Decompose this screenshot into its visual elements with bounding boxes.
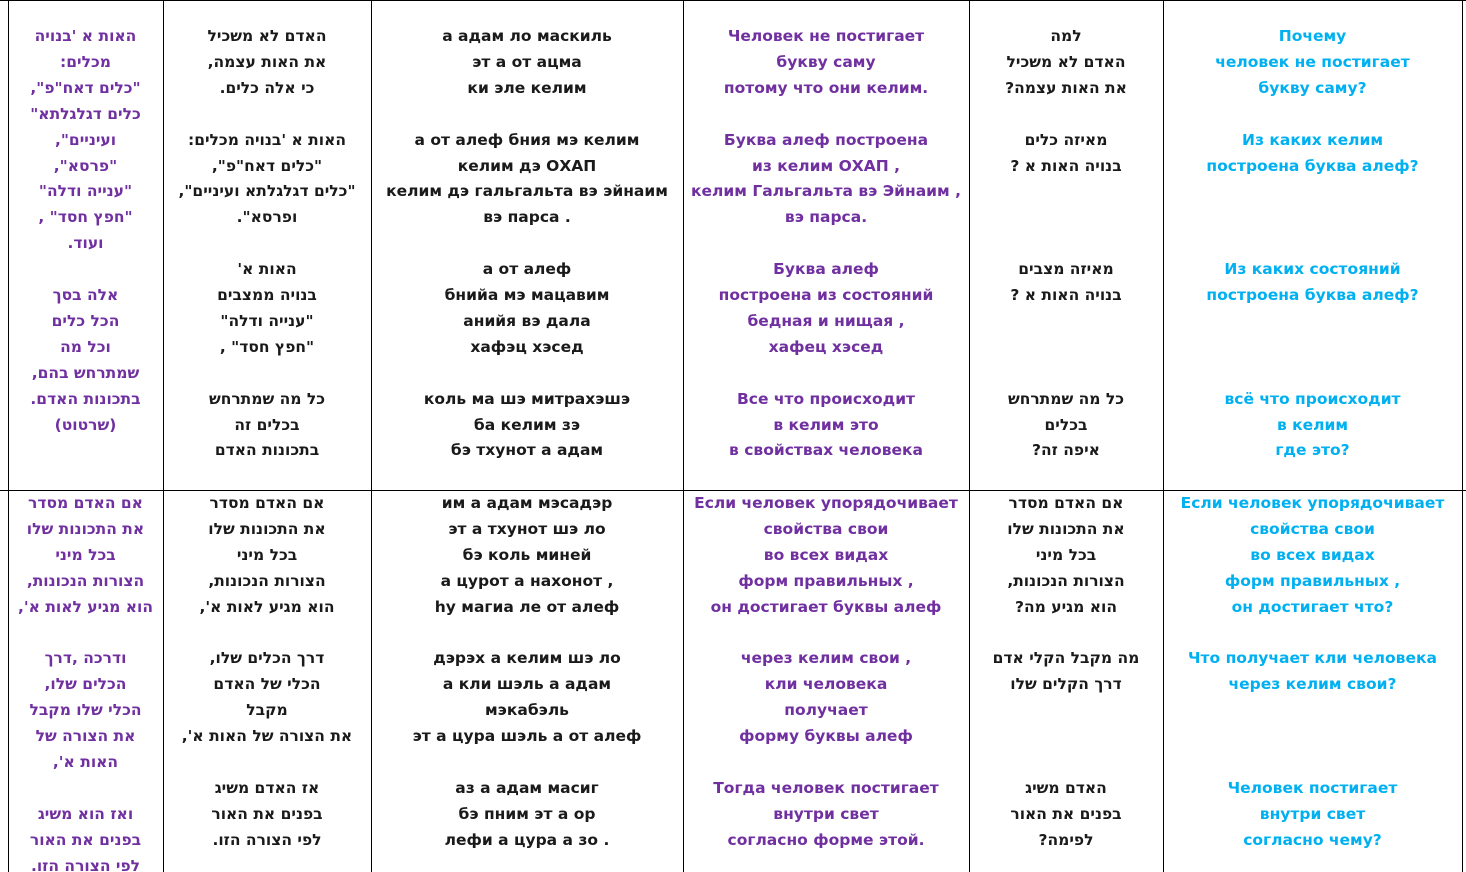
cell-text-line: בפנים את האור [211,804,323,823]
cell-text-line: בנויה האות א ? [1010,286,1122,304]
cell-text-line: אז האדם משיג [214,778,320,797]
cell-text-line [969,360,1163,386]
cell-text-line: Если человек упорядочивает [694,494,958,512]
cell-text-line: Почему [1278,27,1347,45]
cell-text-line: הוא מגיע מה? [1015,597,1117,616]
cell-text-line [371,749,683,775]
cell-text-line: אם האדם מסדר [28,494,143,512]
cell-text-line: בתכונות האדם [214,441,320,460]
cell-text-line: מה מקבל הקלי אדם [992,649,1140,668]
cell-text-line: Из каких келим [1241,130,1384,149]
cell-text-line [1163,178,1462,204]
cell-text-line: форм правильных , [738,571,914,590]
cell-text-line [683,230,969,256]
cell-text-line: букву саму? [1258,78,1367,97]
cell-text-line: эт а цура шэль а от алеф [412,727,642,746]
cell-text-line [163,230,371,256]
cell-text-line: לפי הצורה הזו. [212,830,322,849]
cell-text-line: построена из состояний [718,286,934,304]
cell-text-line: Буква алеф [773,260,879,279]
cell-text-line: לפי הצורה הזו. [30,856,141,872]
cell-text-line: кли человека [764,675,888,694]
cell-text-line: через келим свои? [1228,675,1397,694]
cell-text-line: הוא מגיע לאות א', [18,597,153,616]
cell-text-line: מקבל [246,701,288,720]
cell-text-line [969,749,1163,775]
cell-text-line: эт а от ацма [472,52,582,71]
table-cell-col-russian-question [1163,490,1462,872]
cell-text-line [683,749,969,775]
cell-text-line: בכלים [1044,415,1088,434]
cell-text-line: в келим это [773,415,879,434]
cell-text-line: келим дэ ОХАП [457,156,597,175]
cell-text-line: Из каких состояний [1224,260,1401,279]
cell-text-line: כל מה שמתרחש [208,389,326,408]
cell-text-line [163,101,371,127]
cell-text-line: בכלים זה [234,415,300,434]
cell-text-line: дэрэх а келим шэ ло [433,649,621,668]
cell-text-line: דרך הכלים שלו, [209,649,325,668]
cell-text-line: где это? [1275,441,1350,460]
cell-text-line: ופרסא". [236,208,298,227]
cell-text-line: из келим ОХАП , [752,156,900,175]
cell-text-line: внутри свет [773,804,879,823]
cell-text-line: во всех видах [763,545,889,564]
cell-text-line: "פרסא", [53,156,118,175]
cell-text-line: את התכונות שלו [208,519,326,538]
cell-text-line: он достигает буквы алеф [710,597,942,616]
table-cell-col-russian-answer [683,0,969,490]
cell-text-line [371,620,683,646]
cell-text-line [1163,723,1462,749]
cell-text-line: а от алеф бния мэ келим [414,130,640,149]
cell-text-line: потому что они келим. [723,78,929,97]
cell-text-line: האדם משיג [1025,778,1107,797]
cell-text-line: анийя вэ дала [463,311,591,330]
table-cell-col-transliteration [371,490,683,872]
cell-text-line: "חפץ חסד" , [38,208,133,227]
cell-text-line: лефи а цура а зо . [444,830,610,849]
cell-text-line: Человек не постигает [727,27,925,45]
cell-text-line: הצורות הנכונות, [26,571,145,590]
cell-text-line: כי אלה כלים. [219,78,315,97]
cell-text-line: им а адам мэсадэр [441,494,613,512]
cell-text-line: כלים דגלגלתא" [30,104,141,123]
cell-text-line [1163,360,1462,386]
cell-text-line: хафец хэсед [768,337,884,356]
cell-text-line [371,101,683,127]
cell-text-line: בכל מיני [1035,545,1097,564]
cell-text-line: אם האדם מסדר [209,494,325,512]
cell-text-line: אם האדם מסדר [1008,494,1124,512]
cell-text-line: (שרטוט) [54,415,117,434]
cell-text-line: את התכונות שלו [26,519,145,538]
cell-text-line: "כלים דאח"פ", [211,156,323,175]
cell-text-line: ועוד. [67,234,104,253]
cell-text-line: ואז הוא משיג [37,804,134,823]
cell-text-line: построена буква алеф? [1206,156,1419,175]
cell-text-line [683,620,969,646]
cell-text-line: דרך הקלים שלו [1010,675,1122,694]
cell-text-line: вэ парса . [483,208,571,227]
cell-text-line: ועיניים", [54,130,117,149]
cell-text-line: келим Гальгальта вэ Эйнаим , [691,182,961,201]
cell-text-line [371,230,683,256]
cell-text-line: аз а адам масиг [455,778,599,797]
cell-text-line [969,178,1163,204]
cell-text-line: בכל מיני [55,545,116,564]
cell-text-line: "ענייה ודלה" [220,311,314,330]
cell-text-line: ки эле келим [467,78,587,97]
cell-text-line: через келим свои , [740,649,912,668]
cell-text-line: получает [784,701,868,720]
cell-text-line [969,308,1163,334]
cell-text-line: Буква алеф построена [723,130,929,149]
table-cell-col-hebrew-answer [8,0,163,490]
cell-text-line [1163,749,1462,775]
cell-text-line: в келим [1276,415,1349,434]
cell-text-line [969,697,1163,723]
cell-text-line: בנויה האות א ? [1010,156,1122,175]
cell-text-line: свойства свои [763,519,889,538]
cell-text-line: בכל מיני [236,545,298,564]
cell-text-line: הכלים שלו, [44,675,127,694]
cell-text-line: бнийа мэ мацавим [444,286,610,304]
cell-text-line: хафэц хэсед [470,337,584,356]
cell-text-line: Что получает кли человека [1188,649,1437,668]
cell-text-line: מאיזה מצבים [1018,260,1114,279]
cell-text-line: свойства свои [1250,519,1375,538]
cell-text-line: הכל כלים [51,311,120,330]
table-cell-col-transliteration [371,0,683,490]
cell-text-line [8,620,163,646]
cell-text-line: согласно чему? [1243,830,1382,849]
cell-text-line: а от алеф [482,260,572,279]
cell-text-line [371,360,683,386]
cell-text-line: Человек постигает [1227,778,1398,797]
cell-text-line: מכלים: [60,52,111,71]
cell-text-line: כל מה שמתרחש [1007,389,1125,408]
cell-text-line [1163,230,1462,256]
table-cell-col-russian-answer [683,490,969,872]
cell-text-line: "כלים דגלגלתא ועיניים", [178,182,356,201]
cell-text-line: бэ тхунот а адам [450,441,604,460]
cell-text-line: форму буквы алеф [739,727,913,746]
cell-text-line: הצורות הנכונות, [208,571,326,590]
cell-text-line: букву саму [776,52,876,71]
table-cell-col-hebrew-question [969,490,1163,872]
cell-text-line [683,101,969,127]
cell-text-line: согласно форме этой. [727,830,925,849]
table-cell-col-hebrew-question [969,0,1163,490]
cell-text-line: "כלים דאח"פ", [30,78,141,97]
table-cell-col-hebrew-text [163,0,371,490]
cell-text-line: коль ма шэ митрахэшэ [423,389,631,408]
cell-text-line [683,360,969,386]
cell-text-line: мэкабэль [484,701,569,720]
cell-text-line: הכלי שלו מקבל [29,701,142,720]
cell-text-line: האות א' [237,260,297,279]
cell-text-line: למה [1050,27,1082,45]
cell-text-line: "חפץ חסד" , [219,337,315,356]
cell-text-line [163,360,371,386]
cell-text-line [1163,620,1462,646]
cell-text-line: איפה זה? [1032,441,1100,460]
cell-text-line: אלה בסך [52,286,119,304]
cell-text-line: האות א 'בנויה [34,27,137,45]
cell-text-line [8,256,163,282]
cell-text-line [1163,308,1462,334]
cell-text-line [1163,697,1462,723]
cell-text-line: האות א 'בנויה מכלים: [188,130,346,149]
cell-text-line: את האות עצמה, [207,52,327,71]
cell-text-line: בפנים את האור [29,830,142,849]
cell-text-line [969,334,1163,360]
cell-text-line: келим дэ гальгальта вэ эйнаим [386,182,668,201]
cell-text-line: вэ парса. [784,208,868,227]
cell-text-line: האדם לא משכיל [1006,52,1126,71]
cell-text-line: שמתרחש בהם, [31,363,140,382]
cell-text-line: бэ коль миней [462,545,592,564]
table-cell-col-hebrew-answer [8,490,163,872]
cell-text-line: бедная и нищая , [747,311,905,330]
cell-text-line: בתכונות האדם. [30,389,141,408]
cell-text-line [8,775,163,801]
cell-text-line: Тогда человек постигает [713,778,939,797]
cell-text-line: וכל מה [60,337,111,356]
cell-text-line: את הצורה של האות א', [181,727,353,746]
cell-text-line: а адам ло маскиль [442,27,612,45]
cell-text-line [969,204,1163,230]
table-column-border [1462,0,1463,872]
cell-text-line: הצורות הנכונות, [1007,571,1125,590]
cell-text-line: את התכונות שלו [1007,519,1125,538]
cell-text-line [969,723,1163,749]
cell-text-line: הוא מגיע לאות א', [199,597,335,616]
cell-text-line: לפימה? [1038,830,1094,849]
cell-text-line: в свойствах человека [729,441,923,460]
cell-text-line: את האות עצמה? [1005,78,1127,97]
cell-text-line: во всех видах [1250,545,1375,564]
cell-text-line: человек не постигает [1215,52,1410,71]
cell-text-line [163,620,371,646]
cell-text-line [1163,204,1462,230]
cell-text-line: האות א', [52,753,119,771]
cell-text-line: эт а тхунот шэ ло [448,519,606,538]
cell-text-line: бэ пним эт а ор [458,804,596,823]
cell-text-line [163,749,371,775]
table-cell-col-russian-question [1163,0,1462,490]
cell-text-line [969,230,1163,256]
cell-text-line: а цурот а нахонот , [440,571,614,590]
cell-text-line [969,620,1163,646]
table-cell-col-hebrew-text [163,490,371,872]
cell-text-line: Если человек упорядочивает [1180,494,1445,512]
cell-text-line: ודרכה ,דרך [44,649,127,668]
cell-text-line: внутри свет [1259,804,1366,823]
cell-text-line: מאיזה כלים [1024,130,1108,149]
cell-text-line: בנויה ממצבים [217,286,317,304]
cell-text-line: "ענייה ודלה" [38,182,133,201]
cell-text-line: את הצורה של [35,727,136,746]
cell-text-line: ба келим зэ [473,415,581,434]
cell-text-line: форм правильных , [1224,571,1401,590]
cell-text-line: он достигает что? [1231,597,1394,616]
cell-text-line [969,101,1163,127]
cell-text-line: האדם לא משכיל [207,27,327,45]
cell-text-line: הכלי של האדם [213,675,321,694]
cell-text-line [1163,334,1462,360]
cell-text-line: Все что происходит [736,389,916,408]
cell-text-line: а кли шэль а адам [442,675,612,694]
cell-text-line: hу магиа ле от алеф [434,597,620,616]
cell-text-line [1163,101,1462,127]
cell-text-line: всё что происходит [1224,389,1401,408]
cell-text-line: בפנים את האור [1010,804,1122,823]
cell-text-line: построена буква алеф? [1206,286,1419,304]
